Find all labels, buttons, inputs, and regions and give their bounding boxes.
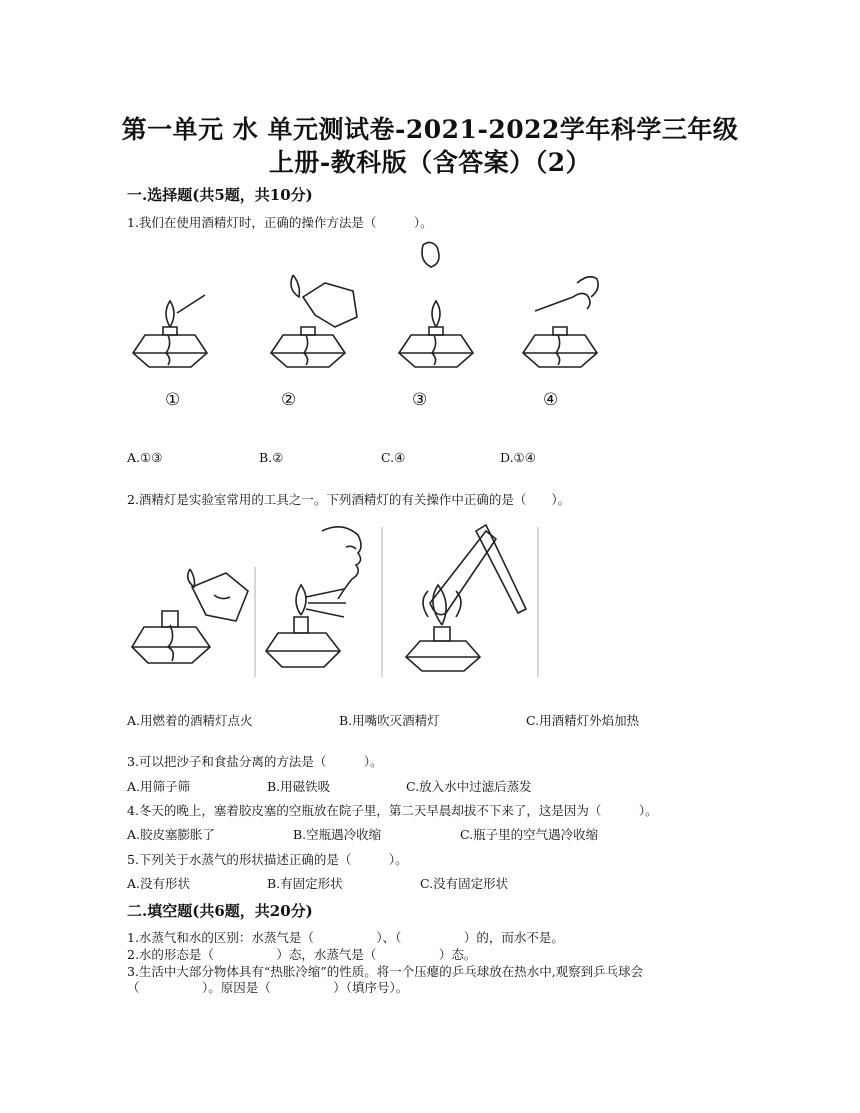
lamp-label-1: ①: [165, 390, 181, 410]
q1-alcohol-lamps-figure: [125, 235, 625, 415]
section2-heading: 二.填空题(共6题，共20分): [127, 902, 313, 920]
fill-blank-line-2: 2.水的形态是（ ）态，水蒸气是（ ）态。: [127, 947, 477, 962]
q3-option-a: A.用筛子筛: [127, 779, 191, 794]
panel-a-lighting-lamp-with-lamp: [132, 569, 248, 663]
question-1-text: 1.我们在使用酒精灯时，正确的操作方法是（ ）。: [127, 215, 433, 230]
panel-c-heating-test-tube: [406, 525, 526, 671]
q2-option-a: A.用燃着的酒精灯点火: [127, 713, 253, 728]
question-5-text: 5.下列关于水蒸气的形状描述正确的是（ ）。: [127, 852, 408, 867]
question-4-text: 4.冬天的晚上，塞着胶皮塞的空瓶放在院子里，第二天早晨却拔不下来了，这是因为（ ）。: [127, 803, 658, 818]
q5-option-a: A.没有形状: [127, 876, 191, 891]
q2-option-b: B.用嘴吹灭酒精灯: [339, 713, 440, 728]
lamp-2-drawing: [271, 275, 357, 367]
fill-blank-line-1: 1.水蒸气和水的区别：水蒸气是（ ）、（ ）的，而水不是。: [127, 930, 564, 945]
q2-option-c: C.用酒精灯外焰加热: [526, 713, 640, 728]
q1-option-d: D.①④: [500, 450, 536, 465]
lamp-4-drawing: [523, 277, 598, 367]
lamp-label-3: ③: [412, 390, 428, 410]
q2-lamp-operations-figure: [130, 517, 542, 677]
document-title-line2: 上册-教科版（含答案）（2）: [268, 148, 592, 177]
question-2-text: 2.酒精灯是实验室常用的工具之一。下列酒精灯的有关操作中正确的是（ ）。: [127, 492, 571, 507]
section1-heading: 一.选择题(共5题，共10分): [127, 186, 313, 204]
q4-option-a: A.胶皮塞膨胀了: [127, 827, 216, 842]
q3-option-c: C.放入水中过滤后蒸发: [406, 779, 532, 794]
q1-option-a: A.①③: [127, 450, 163, 465]
q4-option-c: C.瓶子里的空气遇冷收缩: [460, 827, 599, 842]
q1-option-c: C.④: [381, 450, 406, 465]
lamp-label-2: ②: [281, 390, 297, 410]
q5-option-c: C.没有固定形状: [420, 876, 509, 891]
lamp-label-4: ④: [543, 390, 559, 410]
document-title-line1: 第一单元 水 单元测试卷-2021-2022学年科学三年级: [121, 115, 739, 144]
lamp-1-drawing: [133, 295, 207, 367]
lamp-3-drawing: [399, 242, 473, 367]
panel-b-blowing-out-lamp: [266, 527, 361, 667]
q3-option-b: B.用磁铁吸: [267, 779, 331, 794]
q4-option-b: B.空瓶遇冷收缩: [293, 827, 382, 842]
fill-blank-line-3: 3.生活中大部分物体具有“热胀冷缩”的性质。将一个压瘪的乒乓球放在热水中,观察到乒乓球会: [127, 964, 644, 979]
fill-blank-line-4: （ ）。原因是（ ）（填序号）。: [127, 980, 409, 995]
q1-option-b: B.②: [259, 450, 284, 465]
question-3-text: 3.可以把沙子和食盐分离的方法是（ ）。: [127, 754, 383, 769]
q5-option-b: B.有固定形状: [267, 876, 343, 891]
